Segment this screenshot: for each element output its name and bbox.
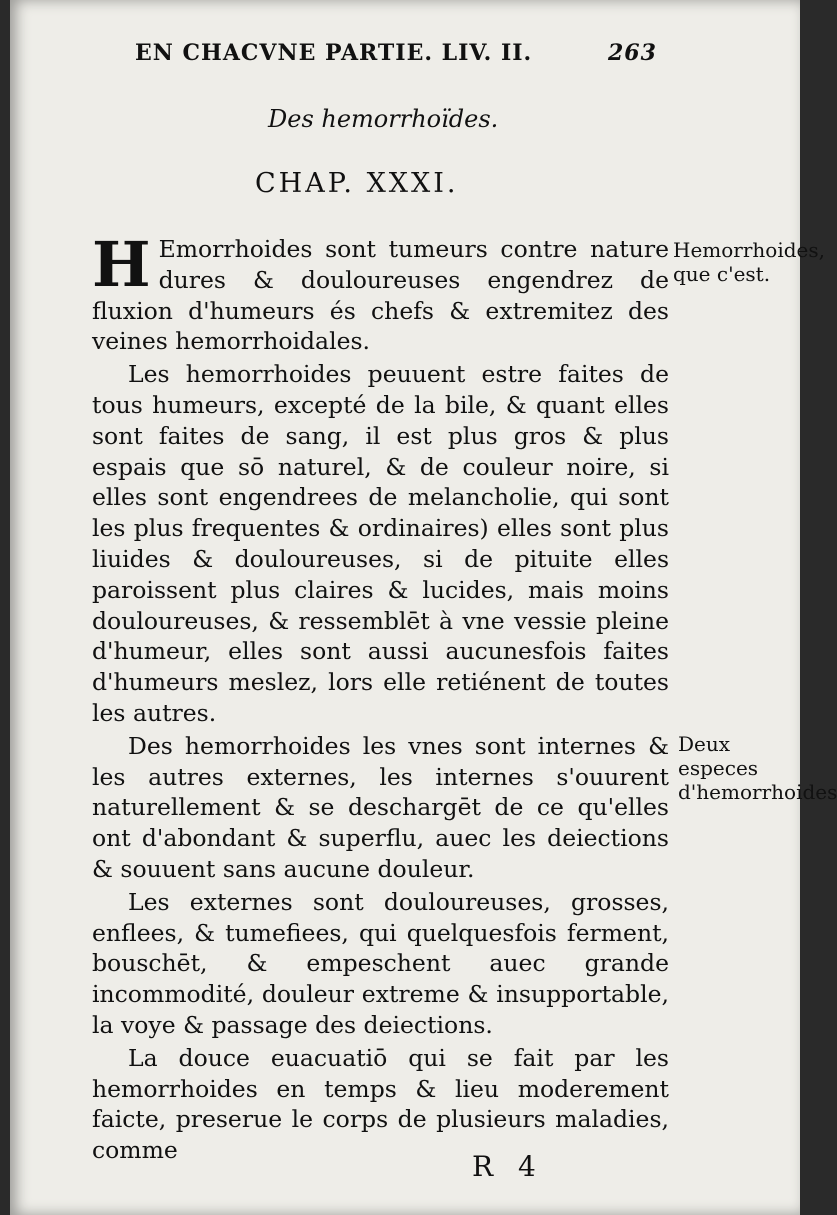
paragraph-5: La douce euacuatiō qui se fait par les hemorrhoides en temps & lieu moderement faicte, preserue le corps de plusieurs maladies, comme	[92, 1043, 669, 1165]
paragraph-1-text: Emorrhoides sont tumeurs contre nature dures & douloureuses engendrez de fluxion d'humeurs és chefs & extremitez des veines hemorrhoidales.	[92, 235, 669, 356]
paragraph-2: Les hemorrhoides peuuent estre faites de tous humeurs, excepté de la bile, & quant elles sont faites de sang, il est plus gros & plus espais que sō naturel, & de couleur noire, si elles sont engendrees de melancholie, qui sont les plus frequentes & ordinaires) elles sont plus liuides & douloureuses, si de pituite elles paroissent plus claires & lucides, mais moins douloureuses, & ressemblēt à vne vessie pleine d'humeur, elles sont aussi aucunesfois faites d'humeurs meslez, lors elle retiénent de toutes les autres.	[92, 360, 669, 727]
paragraph-3: Des hemorrhoides les vnes sont internes & les autres externes, les internes s'ouurent naturellement & se deschargēt de ce qu'elles ont d'abondant & superflu, auec les deiections & souuent sans aucune douleur.	[92, 731, 669, 883]
paragraph-1	[92, 228, 669, 357]
body-text	[92, 228, 669, 1166]
page-number: 263	[608, 40, 657, 66]
section-title: Des hemorrhoïdes.	[268, 105, 499, 133]
margin-note-types: Deux especes d'hemorrhoides	[678, 732, 837, 804]
chapter-heading: CHAP. XXXI.	[255, 168, 459, 199]
book-page	[10, 0, 837, 1215]
margin-note-definition: Hemorrhoides, que c'est.	[673, 238, 825, 286]
running-title: EN CHACVNE PARTIE. LIV. II.	[135, 40, 533, 66]
paragraph-4: Les externes sont douloureuses, grosses, enflees, & tumefiees, qui quelquesfois ferment, bouschēt, & empeschent auec grande incommodité, douleur extreme & insupportable, la voye & passage des deiections.	[92, 887, 669, 1039]
signature-mark: R 4	[472, 1150, 544, 1183]
drop-capital: H	[92, 228, 151, 301]
